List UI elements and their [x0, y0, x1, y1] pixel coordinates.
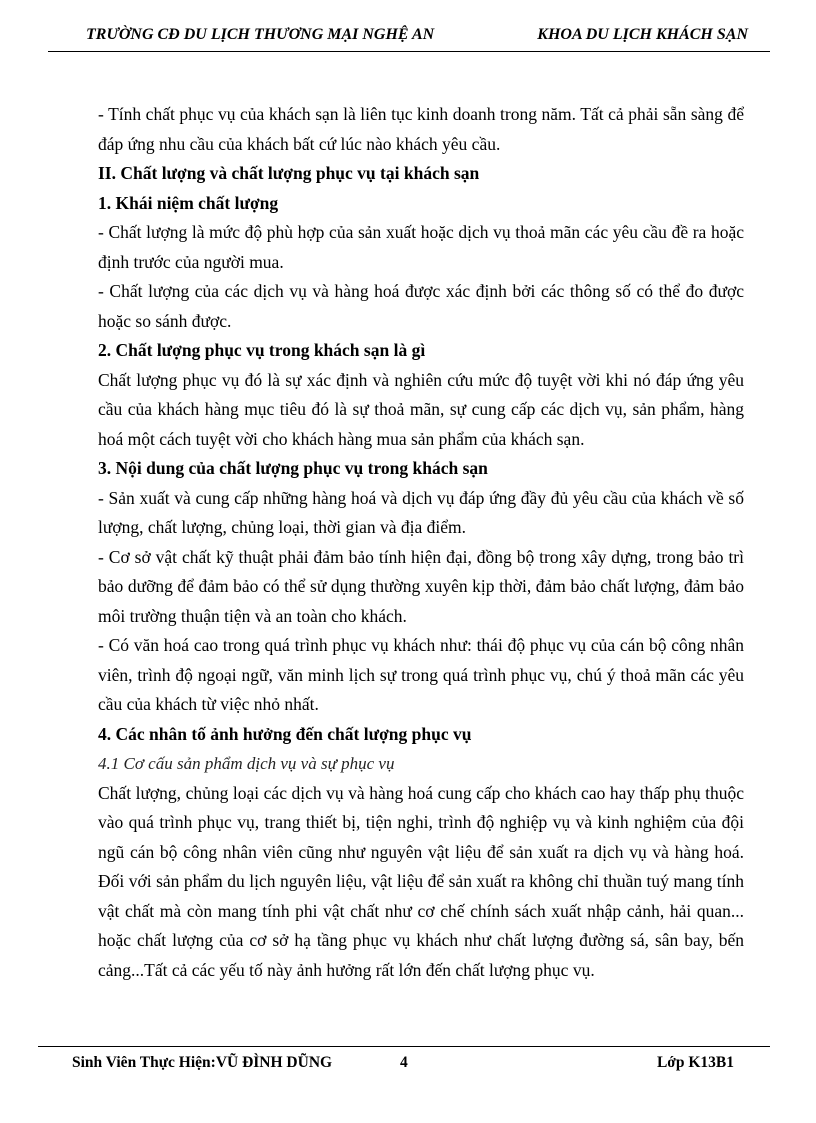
subsection-heading: 4. Các nhân tố ảnh hưởng đến chất lượng phục vụ: [98, 723, 472, 744]
italic-subheading: 4.1 Cơ cấu sản phẩm dịch vụ và sự phục vụ: [98, 754, 395, 773]
page-content: [98, 100, 744, 985]
paragraph: - Có văn hoá cao trong quá trình phục vụ khách như: thái độ phục vụ của cán bộ công nhân viên, trình độ ngoại ngữ, văn minh lịch sự trong quá trình phục vụ, chú ý thoả mãn các yêu cầu của khách từ việc nhỏ nhất.: [98, 635, 744, 714]
paragraph: - Sản xuất và cung cấp những hàng hoá và dịch vụ đáp ứng đầy đủ yêu cầu của khách về số lượng, chất lượng, chủng loại, thời gian và địa điểm.: [98, 487, 744, 537]
paragraph: - Chất lượng là mức độ phù hợp của sản xuất hoặc dịch vụ thoả mãn các yêu cầu đề ra hoặc định trước của người mua.: [98, 222, 744, 272]
subsection-heading: 2. Chất lượng phục vụ trong khách sạn là gì: [98, 340, 426, 360]
subsection-heading: 3. Nội dung của chất lượng phục vụ trong khách sạn: [98, 458, 488, 478]
footer-class-name: Lớp K13B1: [656, 1054, 734, 1071]
page-footer: [40, 1052, 768, 1076]
header-rule: [48, 51, 770, 52]
subsection-heading: 1. Khái niệm chất lượng: [98, 192, 279, 213]
page-header: [48, 24, 768, 50]
header-school-name: TRƯỜNG CĐ DU LỊCH THƯƠNG MẠI NGHỆ AN: [86, 26, 435, 43]
paragraph: Chất lượng phục vụ đó là sự xác định và nghiên cứu mức độ tuyệt vời khi nó đáp ứng yêu cầu của khách hàng mục tiêu đó là sự thoả mãn, sự cung cấp các dịch vụ, sản phẩm, hàng hoá một cách tuyệt vời cho khách hàng mua sản phẩm của khách sạn.: [98, 369, 744, 449]
paragraph: - Tính chất phục vụ của khách sạn là liên tục kinh doanh trong năm. Tất cả phải sẵn sàng để đáp ứng nhu cầu của khách bất cứ lúc nào khách yêu cầu.: [98, 104, 744, 154]
header-faculty-name: KHOA DU LỊCH KHÁCH SẠN: [537, 26, 748, 43]
section-heading: II. Chất lượng và chất lượng phục vụ tại khách sạn: [98, 163, 480, 183]
paragraph: Chất lượng, chủng loại các dịch vụ và hàng hoá cung cấp cho khách cao hay thấp phụ thuộc vào quá trình phục vụ, trang thiết bị, tiện nghi, trình độ nghiệp vụ và kinh nghiệm của đội ngũ cán bộ công nhân viên cũng như nguyên vật liệu để sản xuất ra dịch vụ và hàng hoá. Đối với sản phẩm du lịch nguyên liệu, vật liệu để sản xuất ra không chỉ thuần tuý mang tính vật chất mà còn mang tính phi vật chất như cơ chế chính sách xuất nhập cảnh, hải quan... hoặc chất lượng của cơ sở hạ tầng phục vụ khách như chất lượng đường sá, sân bay, bến cảng...Tất cả các yếu tố này ảnh hưởng rất lớn đến chất lượng phục vụ.: [98, 782, 744, 980]
footer-student-name: Sinh Viên Thực Hiện:VŨ ĐÌNH DŨNG: [72, 1054, 333, 1071]
page-number: 4: [400, 1054, 408, 1071]
paragraph: - Chất lượng của các dịch vụ và hàng hoá được xác định bởi các thông số có thể đo được hoặc so sánh được.: [98, 281, 744, 331]
footer-rule: [38, 1046, 770, 1047]
paragraph: - Cơ sở vật chất kỹ thuật phải đảm bảo tính hiện đại, đồng bộ trong xây dựng, trong bảo trì bảo dưỡng để đảm bảo có thể sử dụng thường xuyên kịp thời, đảm bảo chất lượng, đảm bảo môi trường thuận tiện và an toàn cho khách.: [98, 546, 744, 626]
